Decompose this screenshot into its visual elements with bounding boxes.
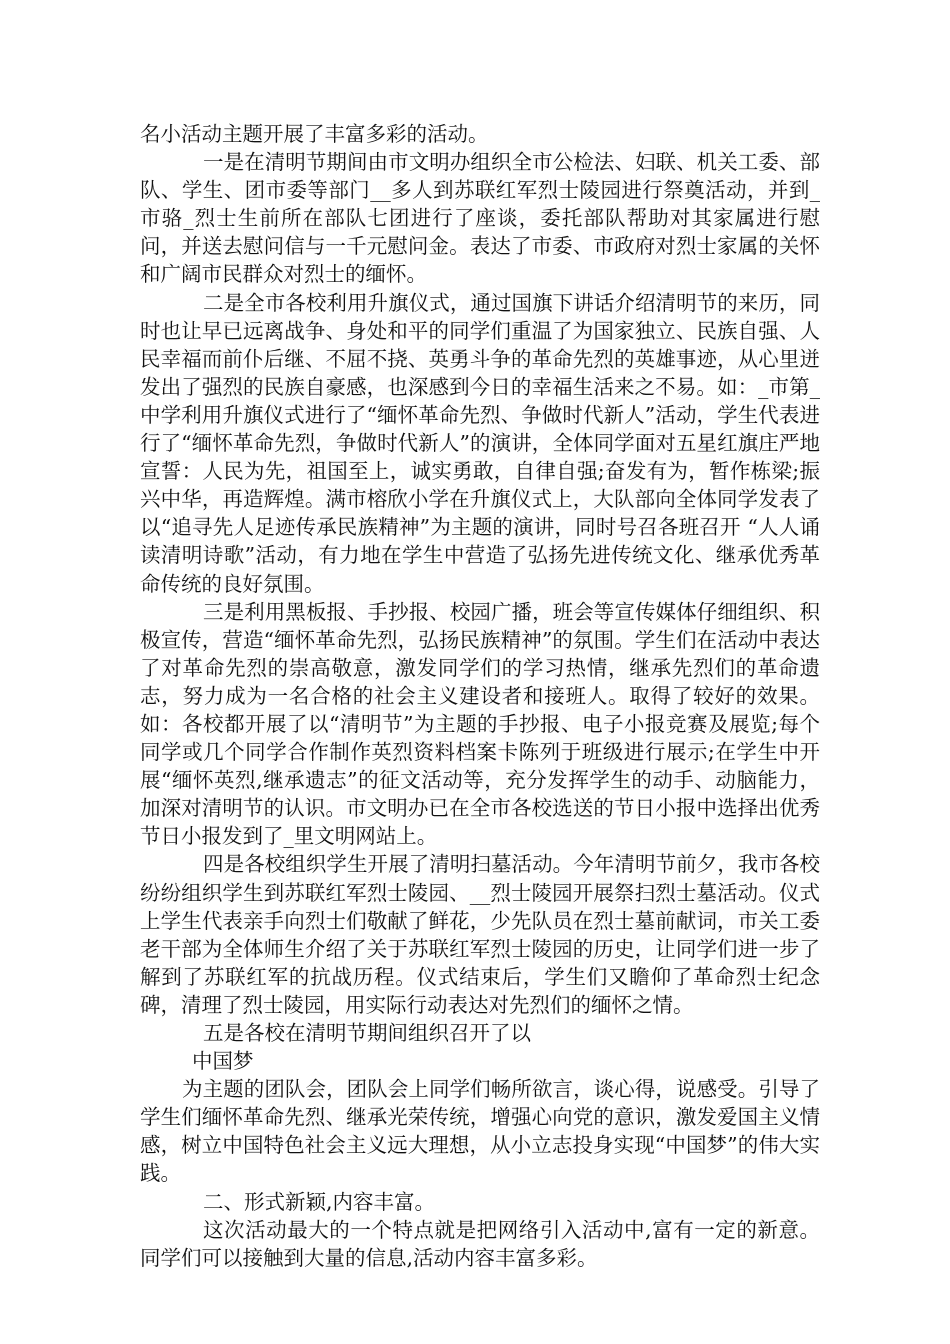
paragraph-item-4: 四是各校组织学生开展了清明扫墓活动。今年清明节前夕，我市各校纷纷组织学生到苏联红军烈士陵园、__烈士陵园开展祭扫烈士墓活动。仪式上学生代表亲手向烈士们敬献了鲜花，少先队员在烈士墓前献词，市关工委老干部为全体师生介绍了关于苏联红军烈士陵园的历史，让同学们进一步了解到了苏联红军的抗战历程。仪式结束后，学生们又瞻仰了革命烈士纪念碑，清理了烈士陵园，用实际行动表达对先烈们的缅怀之情。 (140, 852, 820, 1017)
paragraph-item-5-rest: 为主题的团队会，团队会上同学们畅所欲言，谈心得，说感受。引导了学生们缅怀革命先烈、继承光荣传统，增强心向党的意识，激发爱国主义情感，树立中国特色社会主义远大理想，从小立志投身实现“中国梦”的伟大实践。 (140, 1077, 820, 1186)
paragraph-item-3: 三是利用黑板报、手抄报、校园广播，班会等宣传媒体仔细组织、积极宣传，营造“缅怀革命先烈，弘扬民族精神”的氛围。学生们在活动中表达了对革命先烈的崇高敬意，激发同学们的学习热情，继承先烈们的革命遗志，努力成为一名合格的社会主义建设者和接班人。取得了较好的效果。如：各校都开展了以“清明节”为主题的手抄报、电子小报竞赛及展览;每个同学或几个同学合作制作英烈资料档案卡陈列于班级进行展示;在学生中开展“缅怀英烈,继承遗志”的征文活动等，充分发挥学生的动手、动脑能力，加深对清明节的认识。市文明办已在全市各校选送的节日小报中选择出优秀节日小报发到了_里文明网站上。 (140, 599, 820, 849)
paragraph-intro: 名小活动主题开展了丰富多彩的活动。 (140, 122, 489, 146)
section-heading-2: 二、形式新颖,内容丰富。 (203, 1189, 436, 1214)
paragraph-item-1: 一是在清明节期间由市文明办组织全市公检法、妇联、机关工委、部队、学生、团市委等部门__多人到苏联红军烈士陵园进行祭奠活动，并到_市骆_烈士生前所在部队七团进行了座谈，委托部队帮助对其家属进行慰问，并送去慰问信与一千元慰问金。表达了市委、市政府对烈士家属的关怀和广阔市民群众对烈士的缅怀。 (140, 150, 820, 287)
paragraph-item-5-start: 五是各校在清明节期间组织召开了以 (203, 1021, 531, 1045)
paragraph-section-2: 这次活动最大的一个特点就是把网络引入活动中,富有一定的新意。同学们可以接触到大量的信息,活动内容丰富多彩。 (140, 1217, 820, 1270)
paragraph-item-2: 二是全市各校利用升旗仪式，通过国旗下讲话介绍清明节的来历，同时也让早已远离战争、身处和平的同学们重温了为国家独立、民族自强、人民幸福而前仆后继、不屈不挠、英勇斗争的革命先烈的英雄事迹，从心里迸发出了强烈的民族自豪感，也深感到今日的幸福生活来之不易。如：_市第_中学利用升旗仪式进行了“缅怀革命先烈、争做时代新人”活动，学生代表进行了“缅怀革命先烈，争做时代新人”的演讲，全体同学面对五星红旗庄严地宣誓：人民为先，祖国至上，诚实勇敢，自律自强;奋发有为，暂作栋梁;振兴中华，再造辉煌。满市榕欣小学在升旗仪式上，大队部向全体同学发表了以“追寻先人足迹传承民族精神”为主题的演讲，同时号召各班召开 “人人诵读清明诗歌”活动，有力地在学生中营造了弘扬先进传统文化、继承优秀革命传统的良好氛围。 (140, 290, 820, 596)
document-body (140, 120, 820, 1272)
paragraph-item-5-topic: 中国梦 (192, 1049, 254, 1074)
